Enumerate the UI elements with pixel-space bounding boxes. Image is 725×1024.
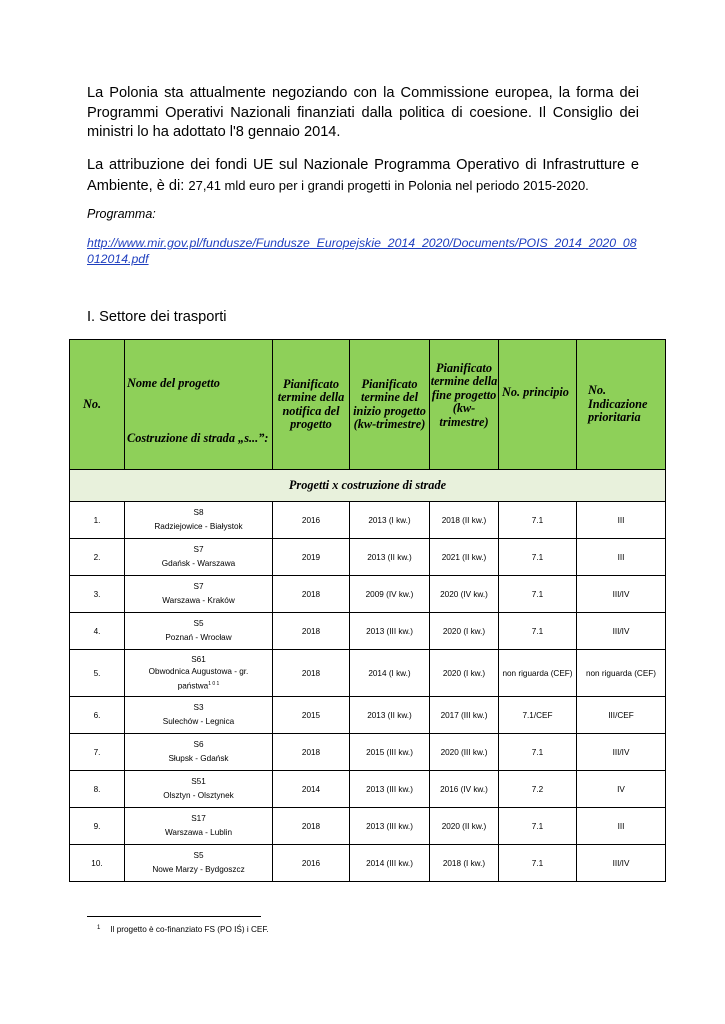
row-road: S61 bbox=[191, 654, 206, 664]
row-project bbox=[125, 502, 273, 539]
row-notifica: 2018 bbox=[273, 734, 350, 771]
row-fine: 2018 (II kw.) bbox=[430, 502, 499, 539]
row-notifica: 2018 bbox=[273, 650, 350, 697]
row-indicazione: non riguarda (CEF) bbox=[577, 650, 666, 697]
programma-link[interactable]: http://www.mir.gov.pl/fundusze/Fundusze_Europejskie_2014_2020/Documents/POIS_2014_2020_08012014.pdf bbox=[87, 236, 637, 266]
footnote-ref: 1 0 1 bbox=[208, 680, 220, 687]
group-row bbox=[70, 470, 666, 502]
funding-text: La attribuzione dei fondi UE sul Nazionale Programma Operativo di Infrastrutture e Ambiente, è di: bbox=[87, 157, 639, 194]
row-principio: 7.1 bbox=[499, 845, 577, 882]
header-no: No. bbox=[70, 340, 125, 470]
row-principio: 7.1 bbox=[499, 576, 577, 613]
header-indicazione: No. Indicazione prioritaria bbox=[577, 340, 666, 470]
row-principio: 7.2 bbox=[499, 771, 577, 808]
row-project bbox=[125, 734, 273, 771]
funding-amount-text: 27,41 mld euro per i grandi progetti in Polonia nel periodo 2015-2020. bbox=[188, 177, 589, 193]
row-road: S8 bbox=[193, 508, 204, 517]
row-route: Słupsk - Gdańsk bbox=[168, 754, 229, 763]
row-project bbox=[125, 613, 273, 650]
row-no: 6. bbox=[70, 697, 125, 734]
row-route-cont: państwa$^{1 0 1}$ bbox=[177, 680, 220, 691]
row-indicazione: III/IV bbox=[577, 845, 666, 882]
row-indicazione: IV bbox=[577, 771, 666, 808]
row-project bbox=[125, 808, 273, 845]
row-fine: 2020 (I kw.) bbox=[430, 650, 499, 697]
row-principio: non riguarda (CEF) bbox=[499, 650, 577, 697]
row-indicazione: III bbox=[577, 502, 666, 539]
row-principio: 7.1/CEF bbox=[499, 697, 577, 734]
row-fine: 2020 (II kw.) bbox=[430, 808, 499, 845]
table-row bbox=[70, 613, 666, 650]
row-project bbox=[125, 576, 273, 613]
row-inizio: 2013 (III kw.) bbox=[350, 808, 430, 845]
row-notifica: 2018 bbox=[273, 613, 350, 650]
row-route: Radziejowice - Białystok bbox=[154, 522, 243, 531]
row-indicazione: III bbox=[577, 539, 666, 576]
row-road: S7 bbox=[193, 582, 204, 591]
row-inizio: 2009 (IV kw.) bbox=[350, 576, 430, 613]
row-project bbox=[125, 845, 273, 882]
table-row bbox=[70, 502, 666, 539]
row-indicazione: III/IV bbox=[577, 576, 666, 613]
row-no: 10. bbox=[70, 845, 125, 882]
header-principio: No. principio bbox=[499, 340, 577, 470]
footnote bbox=[97, 925, 269, 934]
row-inizio: 2015 (III kw.) bbox=[350, 734, 430, 771]
footnote-text: Il progetto è co-finanziato FS (PO IŚ) i CEF. bbox=[110, 925, 269, 934]
row-road: S5 bbox=[193, 619, 204, 628]
row-road: S6 bbox=[193, 740, 204, 749]
row-no: 4. bbox=[70, 613, 125, 650]
row-route: Obwodnica Augustowa - gr. bbox=[148, 666, 249, 676]
row-indicazione: III bbox=[577, 808, 666, 845]
row-notifica: 2014 bbox=[273, 771, 350, 808]
header-name-sub: Costruzione di strada „s...”: bbox=[127, 430, 269, 445]
row-principio: 7.1 bbox=[499, 613, 577, 650]
table-row bbox=[70, 697, 666, 734]
group-label: Progetti x costruzione di strade bbox=[70, 470, 666, 502]
row-road: S5 bbox=[193, 851, 204, 860]
row-fine: 2021 (II kw.) bbox=[430, 539, 499, 576]
row-indicazione: III/IV bbox=[577, 613, 666, 650]
header-inizio: Pianificato termine del inizio progetto (kw-trimestre) bbox=[350, 340, 430, 470]
row-project bbox=[125, 697, 273, 734]
row-no: 7. bbox=[70, 734, 125, 771]
row-notifica: 2016 bbox=[273, 845, 350, 882]
row-fine: 2020 (III kw.) bbox=[430, 734, 499, 771]
intro-paragraph: La Polonia sta attualmente negoziando con la Commissione europea, la forma dei Programmi Operativi Nazionali finanziati dalla politica di coesione. Il Consiglio dei ministri lo ha adottato l'8 gennaio 2014. bbox=[87, 85, 639, 140]
row-notifica: 2016 bbox=[273, 502, 350, 539]
funding-paragraph bbox=[87, 156, 639, 196]
row-fine: 2020 (I kw.) bbox=[430, 613, 499, 650]
row-notifica: 2018 bbox=[273, 576, 350, 613]
row-inizio: 2014 (I kw.) bbox=[350, 650, 430, 697]
row-inizio: 2013 (II kw.) bbox=[350, 697, 430, 734]
table-header-row bbox=[70, 340, 666, 470]
row-fine: 2017 (III kw.) bbox=[430, 697, 499, 734]
row-route: Warszawa - Kraków bbox=[162, 596, 235, 605]
header-name-label: Nome del progetto bbox=[127, 376, 220, 390]
table-row bbox=[70, 808, 666, 845]
row-road: S17 bbox=[191, 814, 206, 823]
table-row bbox=[70, 734, 666, 771]
row-fine: 2020 (IV kw.) bbox=[430, 576, 499, 613]
row-principio: 7.1 bbox=[499, 734, 577, 771]
row-no: 8. bbox=[70, 771, 125, 808]
table-row bbox=[70, 771, 666, 808]
row-no: 9. bbox=[70, 808, 125, 845]
table-row bbox=[70, 539, 666, 576]
header-notifica: Pianificato termine della notifica del progetto bbox=[273, 340, 350, 470]
table-row bbox=[70, 650, 666, 697]
header-fine: Pianificato termine della fine progetto (kw-trimestre) bbox=[430, 340, 499, 470]
row-no: 5. bbox=[70, 650, 125, 697]
row-notifica: 2018 bbox=[273, 808, 350, 845]
row-route: Olsztyn - Olsztynek bbox=[163, 791, 234, 800]
row-principio: 7.1 bbox=[499, 808, 577, 845]
row-project bbox=[125, 771, 273, 808]
row-road: S3 bbox=[193, 703, 204, 712]
row-fine: 2018 (I kw.) bbox=[430, 845, 499, 882]
row-no: 1. bbox=[70, 502, 125, 539]
programma-label: Programma: bbox=[87, 207, 156, 221]
row-inizio: 2013 (III kw.) bbox=[350, 771, 430, 808]
row-inizio: 2013 (I kw.) bbox=[350, 502, 430, 539]
row-principio: 7.1 bbox=[499, 539, 577, 576]
table-row bbox=[70, 845, 666, 882]
row-notifica: 2019 bbox=[273, 539, 350, 576]
row-no: 3. bbox=[70, 576, 125, 613]
row-indicazione: III/CEF bbox=[577, 697, 666, 734]
row-road: S7 bbox=[193, 545, 204, 554]
row-route: Poznań - Wrocław bbox=[165, 633, 232, 642]
footnote-divider bbox=[87, 916, 261, 917]
transport-projects-table bbox=[69, 339, 666, 882]
row-road: S51 bbox=[191, 777, 206, 786]
row-route: Gdańsk - Warszawa bbox=[161, 559, 236, 568]
row-indicazione: III/IV bbox=[577, 734, 666, 771]
row-no: 2. bbox=[70, 539, 125, 576]
row-route: Warszawa - Lublin bbox=[164, 828, 233, 837]
section-title: I. Settore dei trasporti bbox=[87, 309, 227, 325]
row-project bbox=[125, 650, 273, 697]
row-route: Sulechów - Legnica bbox=[162, 717, 235, 726]
row-inizio: 2013 (II kw.) bbox=[350, 539, 430, 576]
row-inizio: 2014 (III kw.) bbox=[350, 845, 430, 882]
table-row bbox=[70, 576, 666, 613]
row-project bbox=[125, 539, 273, 576]
row-principio: 7.1 bbox=[499, 502, 577, 539]
row-inizio: 2013 (III kw.) bbox=[350, 613, 430, 650]
footnote-number: 1 bbox=[97, 925, 101, 931]
header-name bbox=[125, 340, 273, 470]
row-route: Nowe Marzy - Bydgoszcz bbox=[152, 865, 245, 874]
row-fine: 2016 (IV kw.) bbox=[430, 771, 499, 808]
row-notifica: 2015 bbox=[273, 697, 350, 734]
